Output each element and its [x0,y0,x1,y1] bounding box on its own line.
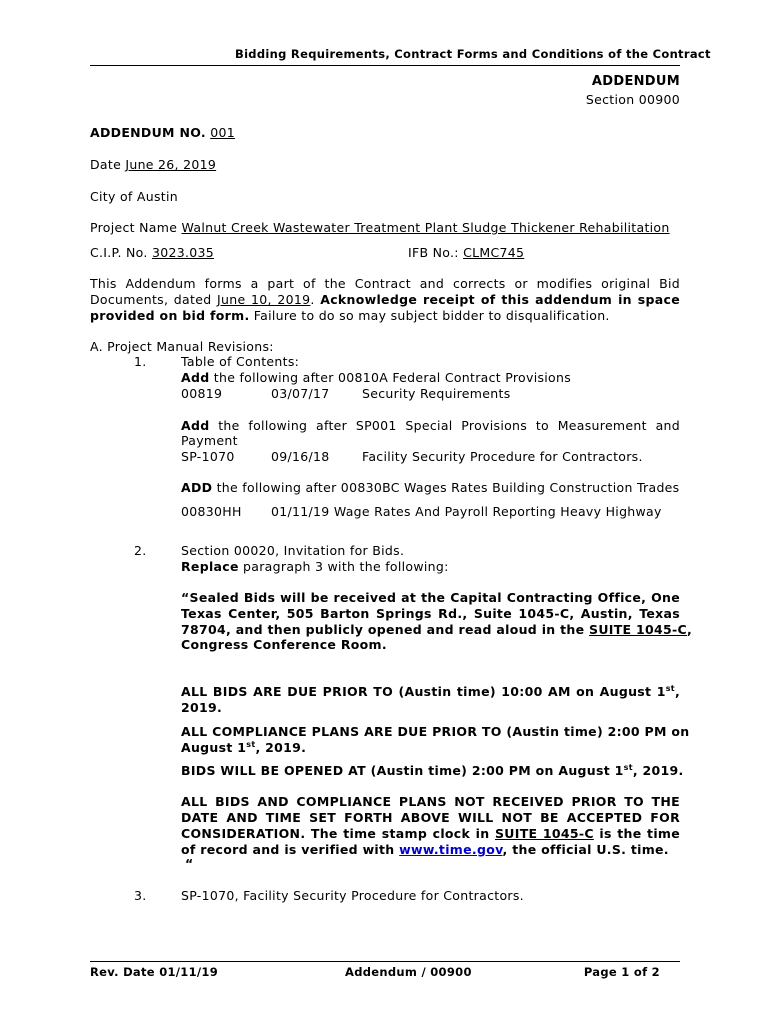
replace-instruction: paragraph 3 with the following: [243,559,449,574]
time-gov-link[interactable]: www.time.gov [399,842,503,857]
toc-row-00830hh-date-title [271,504,662,519]
item-2-title: Section 00020, Invitation for Bids. [181,543,405,558]
date-line [90,157,216,172]
footer-rule [90,961,680,962]
closing-quote: “ [185,856,194,871]
item-1-title: Table of Contents: [181,354,300,369]
addendum-number-line [90,125,235,140]
add-keyword: ADD [181,480,213,495]
late-bids-line-1: ALL BIDS AND COMPLIANCE PLANS NOT RECEIVED PRIOR TO THE [181,794,680,809]
late-bids-line-3 [181,826,680,841]
item-3-title: SP-1070, Facility Security Procedure for Contractors. [181,888,524,903]
acknowledge-text-end: provided on bid form. [90,308,250,323]
cip-number: 3023.035 [151,245,214,260]
section-a-title: A. Project Manual Revisions: [90,339,274,354]
footer-rev-date: Rev. Date 01/11/19 [90,965,219,979]
ordinal-suffix: st [623,763,633,772]
compliance-due-date: August 1 [181,740,247,755]
intro-text: Documents, dated [90,292,212,307]
toc-row-sp1070-title: Facility Security Procedure for Contractors. [362,449,643,464]
bids-due-line-2: 2019. [181,700,223,715]
footer-page-number: Page 1 of 2 [583,965,660,979]
addendum-label: ADDENDUM NO. [90,125,206,140]
project-label: Project Name [90,220,178,235]
toc-row-00819: 00819 [181,386,223,401]
verified-text: of record and is verified with [181,842,395,857]
late-bids-text: CONSIDERATION. The time stamp clock in [181,826,490,841]
suite-number: SUITE 1045-C [589,622,688,637]
bids-due-comma: , [674,684,680,699]
ordinal-suffix: st [246,740,256,749]
project-line [90,220,670,235]
add-instruction: the following after SP001 Special Provisions to Measurement and [218,418,680,433]
toc-row-00819-date: 03/07/17 [271,386,330,401]
item-3-number: 3. [134,888,147,903]
item-1-add-1 [181,370,571,385]
ifb-label: IFB No.: [408,245,459,260]
late-bids-line-4 [181,842,669,857]
cip-label: C.I.P. No. [90,245,148,260]
item-1-number: 1. [134,354,147,369]
ifb-line [408,245,524,260]
header-rule [90,65,680,66]
addendum-number: 001 [210,125,235,140]
footer-section: Addendum / 00900 [345,965,472,979]
item-2-replace [181,559,449,574]
project-name: Walnut Creek Wastewater Treatment Plant Sludge Thickener Rehabilitation [181,220,670,235]
item-2-number: 2. [134,543,147,558]
cip-line [90,245,214,260]
add-instruction: the following after 00810A Federal Contract Provisions [213,370,572,385]
ifb-number: CLMC745 [463,245,525,260]
quote-line-3 [181,622,693,637]
add-keyword: Add [181,370,210,385]
bids-opened-text: BIDS WILL BE OPENED AT (Austin time) 2:00 PM on August 1 [181,763,624,778]
running-header: Bidding Requirements, Contract Forms and Conditions of the Contract [235,47,711,61]
toc-row-title: Wage Rates And Payroll Reporting Heavy Highway [333,504,662,519]
add-instruction: the following after 00830BC Wages Rates Building Construction Trades [216,480,680,495]
intro-line-2 [90,292,680,307]
suite-number: SUITE 1045-C [494,826,594,841]
acknowledge-text: Acknowledge receipt of this addendum in space [320,292,681,307]
bids-due-line-1 [181,684,680,699]
quote-line-2: Texas Center, 505 Barton Springs Rd., Suite 1045-C, Austin, Texas [181,606,680,621]
intro-period: . [310,292,315,307]
disqualification-text: Failure to do so may subject bidder to disqualification. [253,308,610,323]
section-number: Section 00900 [585,92,680,107]
bids-due-text [181,684,680,699]
date-label: Date [90,157,122,172]
toc-row-00830hh: 00830HH [181,504,242,519]
compliance-due-line-2 [181,740,306,755]
doc-type-heading: ADDENDUM [591,74,680,89]
bids-opened-year: , 2019. [632,763,684,778]
toc-row-00819-title: Security Requirements [362,386,511,401]
quote-line-4: Congress Conference Room. [181,637,387,652]
item-1-add-3 [181,480,680,495]
official-time-text: , the official U.S. time. [502,842,669,857]
intro-line-3 [90,308,610,323]
suite-ref [589,622,692,637]
quote-comma: , [687,622,693,637]
ordinal-suffix: st [665,684,675,693]
toc-row-sp1070-date: 09/16/18 [271,449,330,464]
quote-line-1: “Sealed Bids will be received at the Capital Contracting Office, One [181,590,680,605]
toc-row-date: 01/11/19 [271,504,330,519]
original-bid-date: June 10, 2019 [217,292,311,307]
replace-keyword: Replace [181,559,239,574]
late-bids-text-end: is the time [599,826,681,841]
item-1-add-2 [181,418,680,433]
toc-row-sp1070: SP-1070 [181,449,235,464]
bids-due-main: ALL BIDS ARE DUE PRIOR TO (Austin time) 10:00 AM on August 1 [181,684,666,699]
city-line: City of Austin [90,189,178,204]
add-keyword: Add [181,418,210,433]
compliance-due-year: , 2019. [255,740,307,755]
intro-line-1: This Addendum forms a part of the Contract and corrects or modifies original Bid [90,276,680,291]
item-1-add-2-cont: Payment [181,433,238,448]
date-value: June 26, 2019 [125,157,217,172]
compliance-due-line-1: ALL COMPLIANCE PLANS ARE DUE PRIOR TO (Austin time) 2:00 PM on [181,724,690,739]
quote-text: 78704, and then publicly opened and read aloud in the [181,622,585,637]
bids-opened-line [181,763,684,778]
late-bids-line-2: DATE AND TIME SET FORTH ABOVE WILL NOT BE ACCEPTED FOR [181,810,680,825]
